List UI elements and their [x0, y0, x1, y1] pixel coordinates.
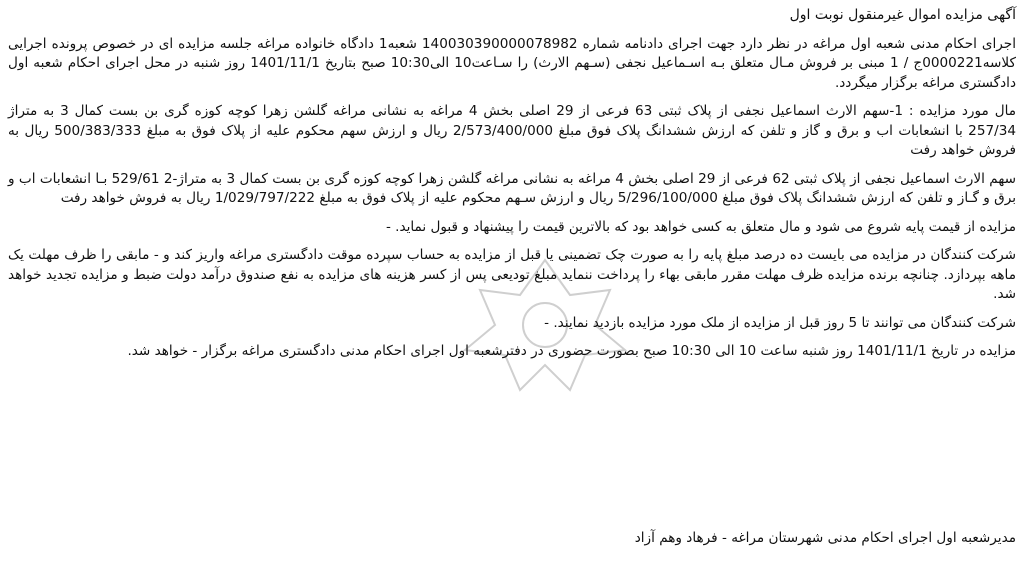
- visit-paragraph: شرکت کنندگان می توانند تا 5 روز قبل از مزایده از ملک مورد مزایده بازدید نمایند. -: [544, 314, 1016, 331]
- notice-title: آگهی مزایده اموال غیرمنقول نوبت اول: [789, 7, 1016, 23]
- intro-paragraph: اجرای احکام مدنی شعبه اول مراغه در نظر دارد جهت اجرای دادنامه شماره 140030390000078982 شعبه1 دادگاه خانواده مراغه جلسه مزایده ای در خصوص پرونده اجرایی کلاسه0000221ج / 1 مبنی بر فروش مـال متعلق بـه اسـماعیل نجفی (سـهم الارث) را سـاعت10 الی10:30 صبح بتاریخ 1401/11/1 روز شنبه در محل اجرای احکام شعبه اول دادگستری مراغه برگزار میگردد.: [8, 35, 1017, 91]
- property-2-paragraph: سهم الارث اسماعیل نجفی از پلاک ثبتی 62 فرعی از 29 اصلی بخش 4 مراغه به نشانی مراغه گلشن زهرا کوچه کوزه گری بن بست کمال 3 به متراژ-2 529/61 بـا انشعابات اب و برق و گـاز و تلفن که ارزش ششدانگ پلاک فوق مبلغ 5/296/100/000 ریال و ارزش سـهم محکوم علیه از پلاک فوق به مبلغ 1/029/797/222 ریال به فروش خواهد رفت: [8, 170, 1016, 206]
- base-price-paragraph: مزایده از قیمت پایه شروع می شود و مال متعلق به کسی خواهد بود که بالاترین قیمت را پیشنهاد و قبول نماید. -: [385, 218, 1016, 235]
- deposit-paragraph: شرکت کنندگان در مزایده می بایست ده درصد مبلغ پایه را به صورت چک تضمینی یا قبل از مزایده به حساب سپرده موقت دادگستری مراغه واریز کند و - مابقی را ظرف مهلت یک ماهه بپردازد. چنانچه برنده مزایده ظرف مهلت مقرر مابقی بهاء را پرداخت ننماید مبلغ تودیعی پس از کسر هزینه های مزایده به نفع صندوق درآمد دولت ضبط و مزایده تجدید خواهد شد.: [8, 247, 1016, 302]
- auction-date-paragraph: مزایده در تاریخ 1401/11/1 روز شنبه ساعت 10 الی 10:30 صبح بصورت حضوری در دفترشعبه اول اجرای احکام مدنی دادگستری مراغه برگزار - خواهد شد.: [127, 343, 1016, 359]
- notice-body: [8, 6, 1016, 362]
- signature-line: مدیرشعبه اول اجرای احکام مدنی شهرستان مراغه - فرهاد وهم آزاد: [634, 530, 1016, 546]
- property-1-paragraph: مال مورد مزایده : 1-سهم الارث اسماعیل نجفی از پلاک ثبتی 63 فرعی از 29 اصلی بخش 4 مراغه به نشانی مراغه گلشن زهرا کوچه کوزه گری بن بست کمال 3 به متراژ 257/34 با انشعابات اب و برق و گاز و تلفن که ارزش ششدانگ پلاک فوق مبلغ 2/573/400/000 ریال و ارزش سهم محکوم علیه از پلاک فوق به مبلغ 500/383/333 ریال به فروش خواهد رفت: [8, 103, 1016, 158]
